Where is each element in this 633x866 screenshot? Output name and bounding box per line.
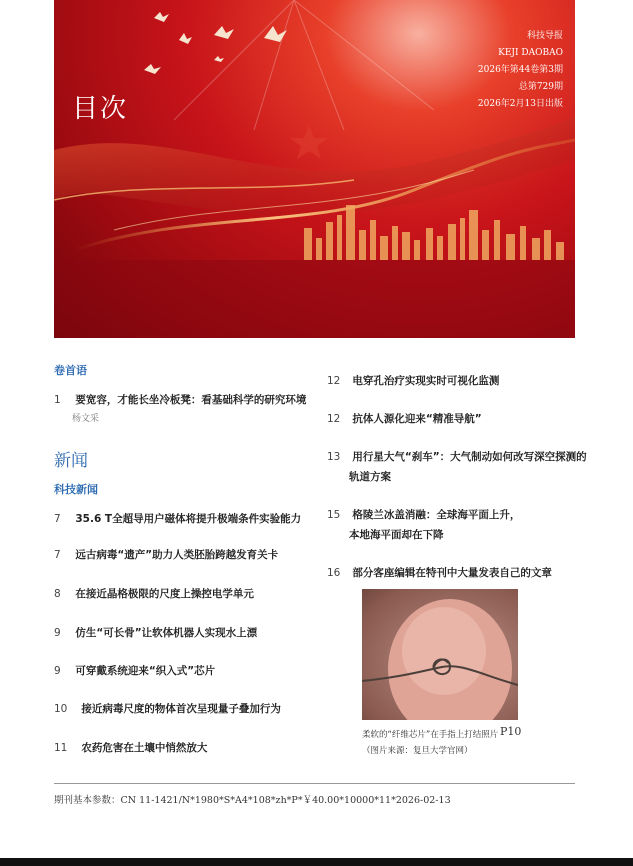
journal-parameters: 期刊基本参数：CN 11-1421/N*1980*S*A4*108*zh*P*￥40.00*10000*11*2026-02-13: [54, 795, 451, 806]
entry-title: 电穿孔治疗实现实时可视化监测: [352, 375, 500, 387]
page-number: 16: [327, 567, 341, 579]
entry-title: 格陵兰冰盖消融：全球海平面上升，: [352, 509, 521, 521]
toc-entry[interactable]: [54, 625, 257, 640]
toc-entry-continuation[interactable]: [349, 469, 391, 484]
toc-entry[interactable]: [327, 507, 520, 522]
dove-icons: [144, 12, 287, 74]
cover-banner: [54, 0, 575, 338]
section-foreword: 卷首语: [54, 364, 87, 377]
section-news: 新闻: [54, 451, 88, 471]
toc-entry[interactable]: [54, 701, 281, 716]
subsection-tech-news: 科技新闻: [54, 483, 98, 496]
toc-entry[interactable]: [327, 449, 587, 464]
photo-credit: （图片来源：复旦大学官网）: [362, 746, 473, 756]
page-number: 1: [54, 394, 61, 406]
entry-title: 可穿戴系统迎来“织入式”芯片: [75, 665, 216, 677]
journal-name: 科技导报: [526, 31, 563, 41]
entry-title: 部分客座编辑在特刊中大量发表自己的文章: [352, 567, 552, 579]
toc-entry[interactable]: [327, 565, 552, 580]
entry-author: 杨文采: [72, 414, 100, 424]
toc-entry[interactable]: [327, 411, 482, 426]
footer-rule: [54, 783, 575, 784]
page-number: 9: [54, 665, 61, 677]
photo-page: P10: [500, 725, 522, 738]
page-number: 10: [54, 703, 68, 715]
page-number: 7: [54, 513, 61, 525]
page-number: 13: [327, 451, 341, 463]
fingertip-image: [362, 589, 518, 720]
entry-title-line2: 轨道方案: [349, 471, 391, 483]
entry-title: 抗体人源化迎来“精准导航”: [352, 413, 482, 425]
toc-entry[interactable]: [54, 511, 301, 526]
entry-title: 用行星大气“刹车”：大气制动如何改写深空探测的: [352, 451, 587, 463]
entry-title: 要宽容，才能长坐冷板凳：看基础科学的研究环境: [75, 394, 307, 406]
page-number: 9: [54, 627, 61, 639]
toc-title: 目次: [72, 94, 129, 124]
fiber-chip-photo: [362, 589, 518, 720]
page-edge-bar: [0, 858, 633, 866]
page-number: 12: [327, 413, 341, 425]
entry-title: 远古病毒“遗产”助力人类胚胎跨越发育关卡: [75, 549, 279, 561]
entry-title: 仿生“可长骨”让软体机器人实现水上漂: [75, 627, 258, 639]
entry-title: 35.6 T全超导用户磁体将提升极端条件实验能力: [75, 513, 302, 525]
page-number: 12: [327, 375, 341, 387]
toc-entry-continuation[interactable]: [349, 527, 444, 542]
journal-volume: 2026年第44卷第3期: [477, 65, 563, 75]
journal-total-issue: 总第729期: [518, 82, 563, 92]
entry-title: 在接近晶格极限的尺度上操控电学单元: [75, 588, 254, 600]
toc-entry[interactable]: [54, 740, 207, 755]
toc-entry[interactable]: [54, 586, 254, 601]
page-number: 11: [54, 742, 68, 754]
entry-title-line2: 本地海平面却在下降: [349, 529, 444, 541]
toc-entry[interactable]: [327, 373, 499, 388]
journal-meta: [478, 28, 563, 113]
page-number: 8: [54, 588, 61, 600]
skyline: [304, 205, 564, 260]
entry-title: 接近病毒尺度的物体首次呈现量子叠加行为: [81, 703, 281, 715]
toc-entry[interactable]: [54, 547, 278, 562]
toc-entry-foreword[interactable]: [54, 392, 306, 407]
page-number: 15: [327, 509, 341, 521]
toc-entry[interactable]: [54, 663, 215, 678]
page-number: 7: [54, 549, 61, 561]
journal-pinyin: KEJI DAOBAO: [498, 48, 563, 58]
entry-title: 农药危害在土壤中悄然放大: [81, 742, 208, 754]
photo-caption: 柔软的“纤维芯片”在手指上打结照片: [362, 730, 499, 740]
publish-date: 2026年2月13日出版: [477, 99, 563, 109]
